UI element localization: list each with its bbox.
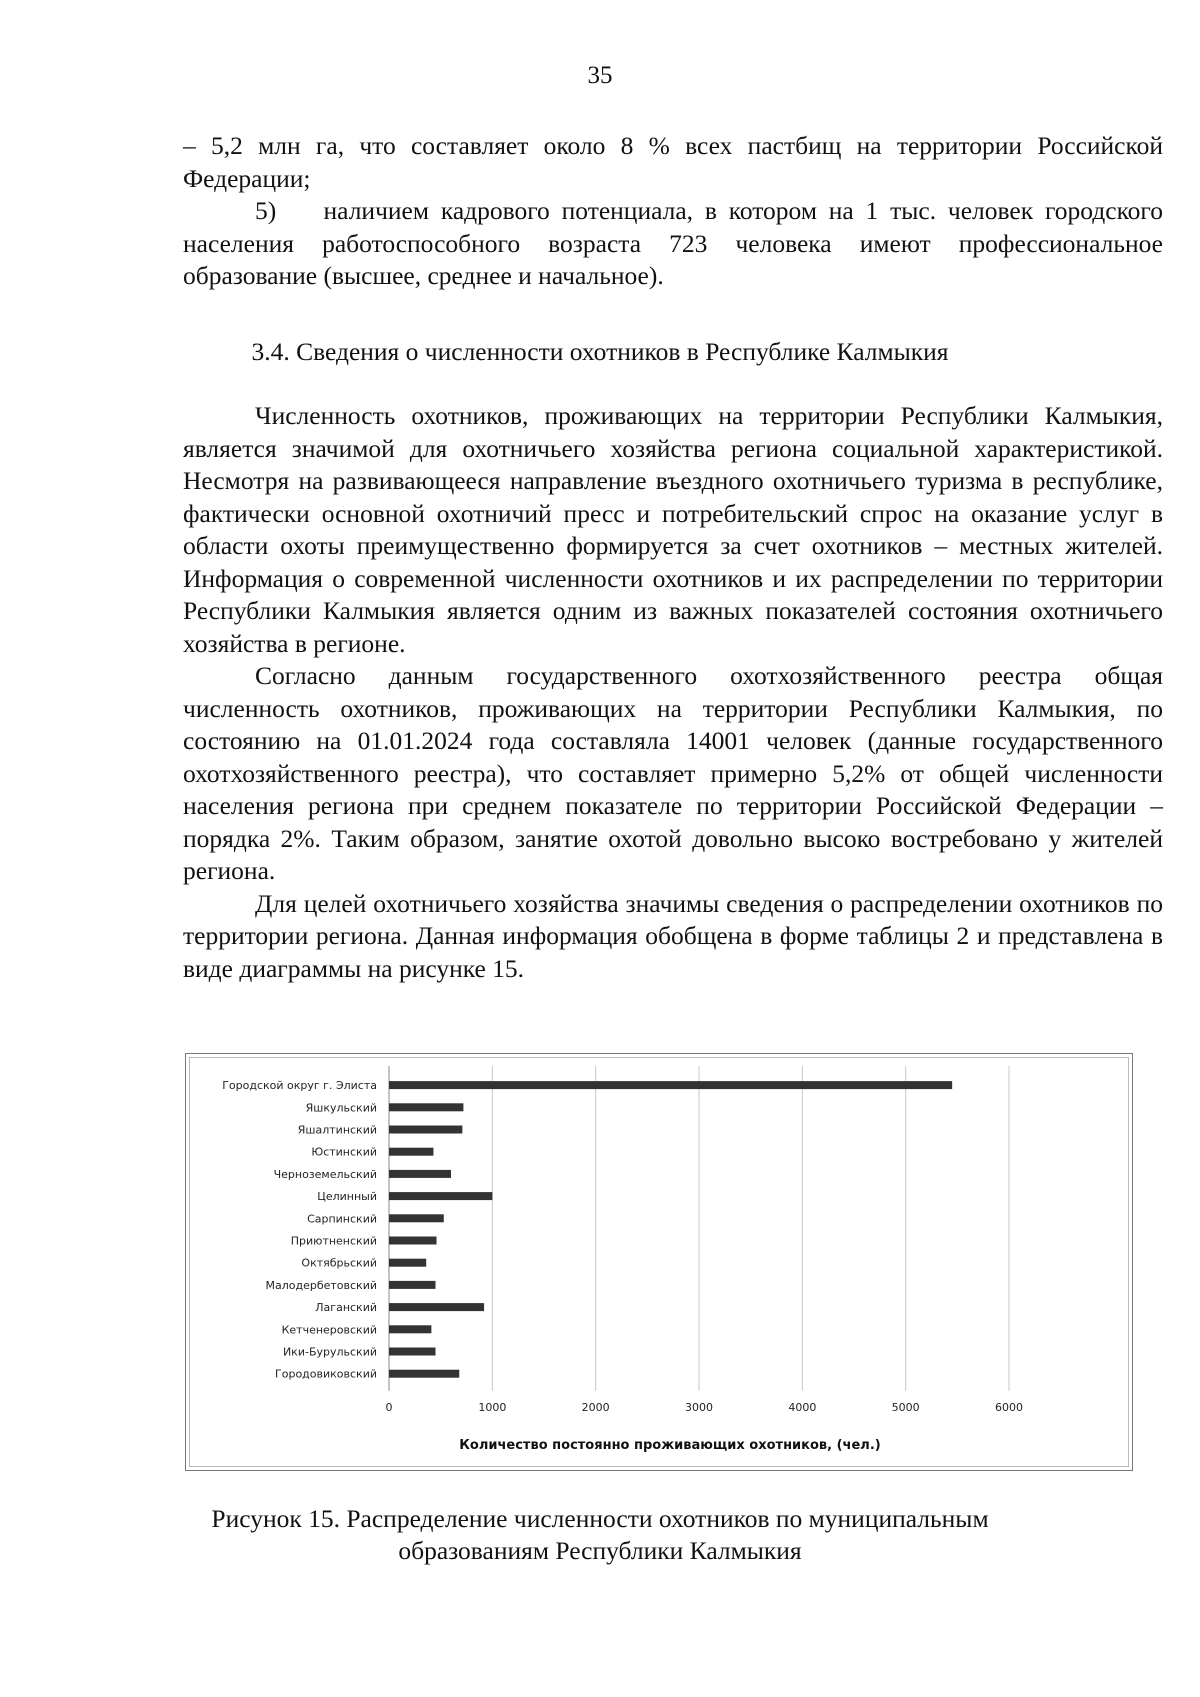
chart-frame (185, 1053, 1133, 1471)
x-tick-label: 5000 (891, 1400, 920, 1414)
y-category-label: Ики-Бурульский (282, 1345, 377, 1359)
paragraph-1: Численность охотников, проживающих на территории Республики Калмыкия, является значимой для охотничьего хозяйства региона социальной характеристикой. Несмотря на развивающееся направление въездного охотничьего туризма в республике, фактически основной охотничий пресс и потребительский спрос на оказание услуг в области охоты преимущественно формируется за счет охотников – местных жителей. Информация о современной численности охотников и их распределении по территории Республики Калмыкия является одним из важных показателей состояния охотничьего хозяйства в регионе. (183, 401, 1163, 658)
list-item-5: 5) наличием кадрового потенциала, в котором на 1 тыс. человек городского населения работоспособного возраста 723 человека имеют профессиональное образование (высшее, среднее и начальное). (183, 196, 1163, 290)
y-category-label: Городовиковский (275, 1367, 377, 1381)
caption-line-2: образованиям Республики Калмыкия (398, 1536, 802, 1565)
bar-chart (186, 1054, 1132, 1470)
y-category-label: Малодербетовский (265, 1278, 377, 1292)
bar-layer (389, 1081, 952, 1378)
y-category-label: Сарпинский (307, 1212, 377, 1226)
paragraph-2: Согласно данным государственного охотхозяйственного реестра общая численность охотников, проживающих на территории Республики Калмыкия, по состоянию на 01.01.2024 года составляла 14001 человек (данные государственного охотхозяйственного реестра), что составляет примерно 5,2% от общей численности населения региона при среднем показателе по территории Российской Федерации – порядка 2%. Таким образом, занятие охотой довольно высоко востребовано у жителей региона. (183, 661, 1163, 885)
y-category-label: Яшкульский (305, 1101, 377, 1115)
x-tick-label: 0 (385, 1400, 393, 1414)
bar (389, 1126, 462, 1134)
y-category-label: Юстинский (311, 1145, 377, 1159)
y-category-label: Яшалтинский (297, 1123, 377, 1137)
bar (389, 1259, 426, 1267)
bar (389, 1303, 484, 1311)
bar (389, 1281, 436, 1289)
bar (389, 1081, 952, 1089)
y-category-label: Кетченеровский (281, 1323, 377, 1337)
intro-text (183, 130, 1163, 293)
section-heading: 3.4. Сведения о численности охотников в Республике Калмыкия (251, 337, 949, 366)
bar (389, 1214, 444, 1222)
y-category-label: Целинный (317, 1190, 377, 1204)
grid-layer (389, 1066, 1009, 1391)
bar (389, 1325, 431, 1333)
x-tick-label: 6000 (995, 1400, 1023, 1414)
paragraph-3: Для целей охотничьего хозяйства значимы сведения о распределении охотников по территории региона. Данная информация обобщена в форме таблицы 2 и представлена в виде диаграммы на рисунке 15. (183, 888, 1163, 983)
bar (389, 1192, 492, 1200)
y-category-label: Черноземельский (273, 1167, 377, 1181)
x-tick-label: 2000 (581, 1400, 610, 1414)
tick-layer (386, 1401, 1024, 1414)
section-body (183, 400, 1163, 985)
x-tick-label: 3000 (685, 1400, 713, 1414)
label-layer (222, 1079, 377, 1381)
bar (389, 1170, 451, 1178)
y-category-label: Городской округ г. Элиста (222, 1079, 377, 1093)
bar (389, 1348, 436, 1356)
caption-line-1: Рисунок 15. Распределение численности охотников по муниципальным (211, 1504, 989, 1533)
bar (389, 1103, 463, 1111)
page-number: 35 (587, 62, 613, 89)
bar (389, 1148, 433, 1156)
bar (389, 1237, 437, 1245)
y-category-label: Лаганский (315, 1301, 377, 1315)
y-category-label: Октябрьский (301, 1256, 377, 1270)
bar (389, 1370, 459, 1378)
figure-caption (0, 1503, 1200, 1567)
intro-line: – 5,2 млн га, что составляет около 8 % всех пастбищ на территории Российской Федерации; (183, 131, 1163, 193)
x-tick-label: 4000 (788, 1400, 817, 1414)
x-axis-title: Количество постоянно проживающих охотников, (чел.) (459, 1438, 881, 1453)
y-category-label: Приютненский (290, 1234, 377, 1248)
x-tick-label: 1000 (478, 1400, 507, 1414)
